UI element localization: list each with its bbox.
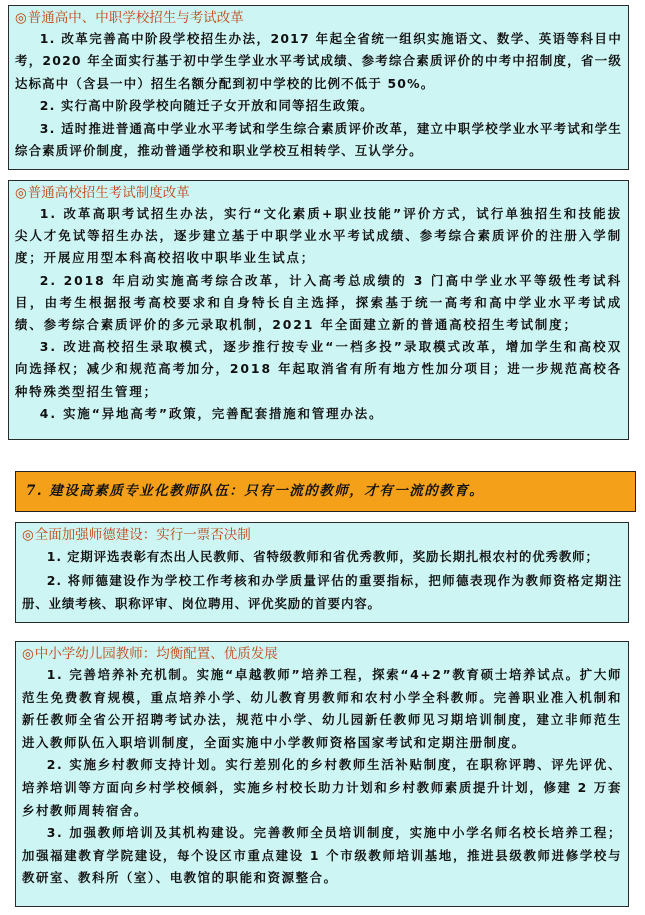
paragraph: 3. 适时推进普通高中学业水平考试和学生综合素质评价改革，建立中职学校学业水平考试和学生综合素质评价制度，推动普通学校和职业学校互相转学、互认学分。 [15,120,622,159]
circle-mark-icon: ◎ [15,10,27,26]
circle-mark-icon: ◎ [15,185,27,201]
paragraph: 2. 实施乡村教师支持计划。实行差别化的乡村教师生活补贴制度，在职称评聘、评先评优、培养培训等方面向乡村学校倾斜，实施乡村校长助力计划和乡村教师素质提升计划，修建 2 万套乡村教师周转宿舍。 [22,757,622,818]
section-title [22,644,622,664]
paragraph: 3. 加强教师培训及其机构建设。完善教师全员培训制度，实施中小学名师名校长培养工程；加强福建教育学院建设，每个设区市重点建设 1 个市级教师培训基地，推进县级教师进修学校与教研室、教科所（室）、电教馆的职能和资源整合。 [22,825,622,886]
paragraph: 2. 将师德建设作为学校工作考核和办学质量评估的重要指标，把师德表现作为教师资格定期注册、业绩考核、职称评审、岗位聘用、评优奖励的首要内容。 [22,572,622,611]
paragraph: 1. 定期评选表彰有杰出人民教师、省特级教师和省优秀教师，奖励长期扎根农村的优秀教师； [46,549,599,564]
section-high-school-admission [8,5,629,170]
paragraph: 3. 改进高校招生录取模式，逐步推行按专业“一档多投”录取模式改革，增加学生和高校双向选择权；减少和规范高考加分，2018 年起取消省有所有地方性加分项目；进一步规范高校各种特殊类型招生管理； [15,339,622,399]
paragraph: 1. 改革完善高中阶段学校招生办法，2017 年起全省统一组织实施语文、数学、英语等科目中考，2020 年全面实行基于初中学生学业水平考试成绩、参考综合素质评价的中考中招制度，省一级达标高中（含县一中）招生名额分配到初中学校的比例不低于 50%。 [15,31,622,91]
section-title [15,183,622,203]
section-teacher-ethics [15,522,629,623]
section-school-teachers [15,641,629,907]
section-title [15,8,622,28]
section-title-text: 全面加强师德建设：实行一票否决制 [34,527,251,543]
heading-banner: 7. 建设高素质专业化教师队伍：只有一流的教师，才有一流的教育。 [15,471,636,512]
section-title-text: 普通高校招生考试制度改革 [27,185,190,201]
paragraph: 1. 完善培养补充机制。实施“卓越教师”培养工程，探索“4+2”教育硕士培养试点。扩大师范生免费教育规模，重点培养小学、幼儿教育男教师和农村小学全科教师。完善职业准入机制和新任教师全省公开招聘考试办法，规范中小学、幼儿园新任教师见习期培训制度，建立非师范生进入教师队伍入职培训制度，全面实施中小学教师资格国家考试和定期注册制度。 [22,667,622,750]
paragraph: 4. 实施“异地高考”政策，完善配套措施和管理办法。 [39,405,384,421]
section-title-text: 普通高中、中职学校招生与考试改革 [27,10,244,26]
section-title [22,525,622,545]
paragraph: 2. 2018 年启动实施高考综合改革，计入高考总成绩的 3 门高中学业水平等级性考试科目，由考生根据报考高校要求和自身特长自主选择，探索基于统一高考和高中学业水平考试成绩、参考综合素质评价的多元录取机制，2021 年全面建立新的普通高校招生考试制度； [15,272,622,333]
paragraph: 2. 实行高中阶段学校向随迁子女开放和同等招生政策。 [39,98,374,114]
circle-mark-icon: ◎ [22,646,34,662]
section-college-admission [8,180,629,440]
section-title-text: 中小学幼儿园教师：均衡配置、优质发展 [34,646,278,662]
circle-mark-icon: ◎ [22,527,34,543]
paragraph: 1. 改革高职考试招生办法，实行“文化素质+职业技能”评价方式，试行单独招生和技能拔尖人才免试等招生办法，逐步建立基于中职学业水平考试成绩、参考综合素质评价的注册入学制度；开展应用型本科高校招收中职毕业生试点； [15,206,622,266]
